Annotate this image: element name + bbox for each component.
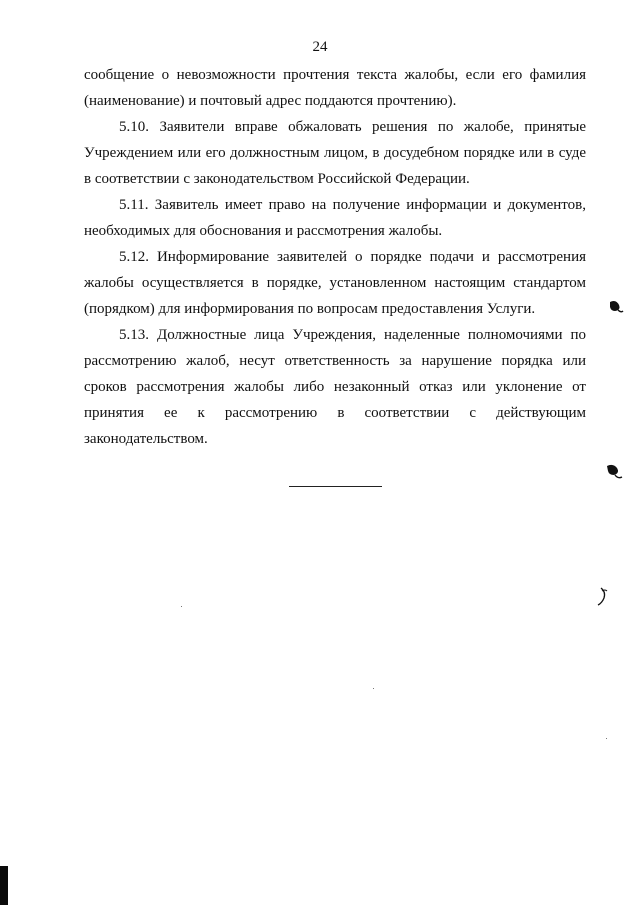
scan-speck [373, 688, 374, 689]
scan-speck [606, 738, 607, 739]
paragraph-5-13: 5.13. Должностные лица Учреждения, наделенные полномочиями по рассмотрению жалоб, несут ответственность за нарушение порядка или сроков рассмотрения жалобы либо незаконный отказ или уклонение от принятия ее к рассмотрению в соответствии с действующим законодательством. [84, 327, 586, 447]
paragraph-5-11: 5.11. Заявитель имеет право на получение информации и документов, необходимых для обоснования и рассмотрения жалобы. [84, 197, 586, 239]
binder-hole-mark-icon [607, 298, 625, 316]
scan-edge-shadow [0, 866, 8, 905]
paragraph-5-10: 5.10. Заявители вправе обжаловать решения по жалобе, принятые Учреждением или его должностным лицом, в досудебном порядке или в суде в соответствии с законодательством Российской Федерации. [84, 119, 586, 187]
end-divider-line [289, 486, 382, 487]
body-text [84, 62, 586, 452]
scan-speck [181, 606, 182, 607]
paragraph-5-12: 5.12. Информирование заявителей о порядке подачи и рассмотрения жалобы осуществляется в порядке, установленном настоящим стандартом (порядком) для информирования по вопросам предоставления Услуги. [84, 249, 586, 317]
paragraph-continuation: сообщение о невозможности прочтения текста жалобы, если его фамилия (наименование) и почтовый адрес поддаются прочтению). [84, 67, 586, 109]
page-number: 24 [312, 39, 328, 55]
binder-hole-mark-icon [605, 461, 623, 481]
binder-hole-mark-icon [596, 586, 610, 608]
